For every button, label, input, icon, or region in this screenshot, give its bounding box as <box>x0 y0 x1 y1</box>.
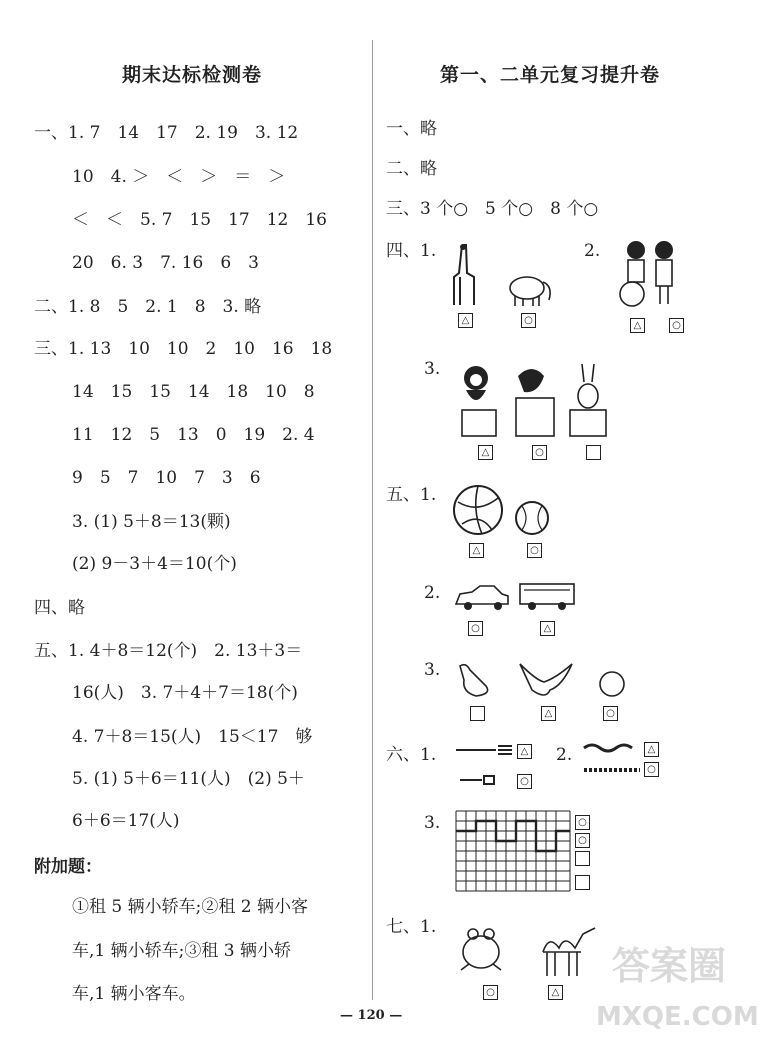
answer-box-triangle: △ <box>540 621 555 636</box>
volleyball-baseball-picture <box>452 484 552 538</box>
left-title: 期末达标检测卷 <box>122 64 263 86</box>
left-line-19: ①租 5 辆小轿车;②租 2 辆小客 <box>72 897 308 917</box>
left-line-6: 三、1. 13 10 10 2 10 16 18 <box>34 339 333 359</box>
right-section-5-1: 五、1. <box>386 485 437 505</box>
right-section-1: 一、略 <box>386 119 437 139</box>
answer-box-empty <box>575 875 590 890</box>
answer-box-triangle: △ <box>478 445 493 460</box>
left-line-14: 16(人) 3. 7＋4＋7＝18(个) <box>72 683 298 703</box>
rope-picture <box>582 740 642 776</box>
answer-box-circle: ○ <box>603 706 618 721</box>
left-line-20: 车,1 辆小轿车;③租 3 辆小轿 <box>72 941 291 961</box>
right-section-4-3: 3. <box>424 359 441 379</box>
answer-box-triangle: △ <box>630 318 645 333</box>
right-section-4-1: 四、1. <box>386 241 437 261</box>
left-line-21: 车,1 辆小客车。 <box>72 984 196 1004</box>
answer-box-circle: ○ <box>521 313 536 328</box>
answer-box-triangle: △ <box>517 744 532 759</box>
left-line-17: 6＋6＝17(人) <box>72 811 180 831</box>
right-section-6-2: 2. <box>556 745 573 765</box>
left-line-3: ＜ ＜ 5. 7 15 17 12 16 <box>72 210 327 230</box>
left-line-1: 一、1. 7 14 17 2. 19 3. 12 <box>34 123 299 143</box>
left-line-18: 附加题： <box>34 857 102 877</box>
column-divider <box>372 40 373 1000</box>
left-line-10: 3. (1) 5＋8＝13(颗) <box>72 512 231 532</box>
right-section-5-2: 2. <box>424 583 441 603</box>
answer-box-circle: ○ <box>644 762 659 777</box>
right-section-4-2: 2. <box>584 241 601 261</box>
left-line-2: 10 4. ＞ ＜ ＞ ＝ ＞ <box>72 167 286 187</box>
left-line-13: 五、1. 4＋8＝12(个) 2. 13＋3＝ <box>34 641 303 661</box>
watermark-url: MXQE.COM <box>596 1002 759 1032</box>
answer-box-triangle: △ <box>644 742 659 757</box>
answer-box-triangle: △ <box>469 543 484 558</box>
pigeon-eagle-chick-picture <box>452 660 632 702</box>
monkey-rooster-rabbit-picture <box>452 360 612 440</box>
answer-box-triangle: △ <box>458 313 473 328</box>
watermark-logo-text: 答案圈 <box>612 944 727 988</box>
right-section-6-1: 六、1. <box>386 745 437 765</box>
left-line-9: 9 5 7 10 7 3 6 <box>72 468 261 488</box>
left-line-15: 4. 7＋8＝15(人) 15＜17 够 <box>72 727 313 747</box>
answer-box-circle: ○ <box>517 774 532 789</box>
answer-box-circle: ○ <box>669 318 684 333</box>
left-line-16: 5. (1) 5＋6＝11(人) (2) 5＋ <box>72 769 305 789</box>
answer-box-triangle: △ <box>548 985 563 1000</box>
right-section-5-3: 3. <box>424 660 441 680</box>
answer-box-circle: ○ <box>575 815 590 830</box>
giraffe-picture <box>448 243 478 307</box>
right-section-7-1: 七、1. <box>386 917 437 937</box>
grid-maze-picture <box>455 810 571 892</box>
answer-box-triangle: △ <box>541 706 556 721</box>
answer-box-circle: ○ <box>468 621 483 636</box>
elephant-picture <box>503 270 555 308</box>
children-wheelchair-picture <box>610 238 690 310</box>
answer-box-circle: ○ <box>527 543 542 558</box>
left-line-4: 20 6. 3 7. 16 6 3 <box>72 253 259 273</box>
answer-box-circle: ○ <box>483 985 498 1000</box>
left-line-12: 四、略 <box>34 598 85 618</box>
frog-camel-picture <box>455 920 605 980</box>
left-line-11: (2) 9－3＋4＝10(个) <box>72 554 237 574</box>
car-bus-picture <box>454 580 578 614</box>
answer-box-circle: ○ <box>532 445 547 460</box>
page-number: — 120 — <box>340 1008 403 1023</box>
answer-box-circle: ○ <box>575 833 590 848</box>
right-title: 第一、二单元复习提升卷 <box>440 64 661 86</box>
answer-box-empty <box>586 445 601 460</box>
answer-box-empty <box>575 851 590 866</box>
fork-spoon-picture <box>454 744 514 786</box>
right-section-2: 二、略 <box>386 159 437 179</box>
right-section-6-3: 3. <box>424 813 441 833</box>
left-line-5: 二、1. 8 5 2. 1 8 3. 略 <box>34 297 262 317</box>
left-line-7: 14 15 15 14 18 10 8 <box>72 382 315 402</box>
left-line-8: 11 12 5 13 0 19 2. 4 <box>72 425 315 445</box>
answer-box-empty <box>470 706 485 721</box>
right-section-3: 三、3 个○ 5 个○ 8 个○ <box>386 199 599 219</box>
